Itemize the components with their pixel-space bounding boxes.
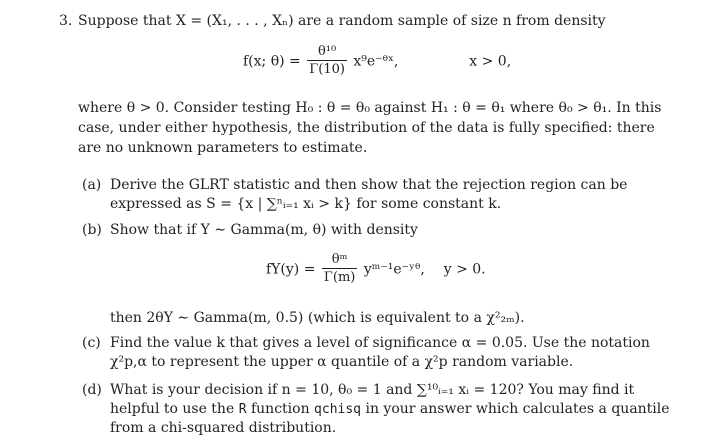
part-c-line-2: χ²p,α to represent the upper α quantile of a χ²p random variable. <box>110 354 574 370</box>
gamma-density-support: y > 0. <box>443 261 486 278</box>
part-a-line-2: expressed as S = {x | ∑ⁿᵢ₌₁ xᵢ > k} for some constant k. <box>110 196 502 212</box>
density-denominator: Γ(10) <box>309 62 345 78</box>
problem-para-line-1: where θ > 0. Consider testing H₀ : θ = θ₀ against H₁ : θ = θ₁ where θ₀ > θ₁. In this <box>78 100 662 116</box>
problem-para-line-2: case, under either hypothesis, the distribution of the data is fully specified: there <box>78 120 655 136</box>
part-d-line-3: from a chi-squared distribution. <box>110 420 337 436</box>
part-b-label: (b) <box>82 222 102 238</box>
part-c-label: (c) <box>82 335 101 351</box>
part-d-label: (d) <box>82 382 102 398</box>
gamma-density-fraction <box>322 252 358 287</box>
part-b-line-2: then 2θY ∼ Gamma(m, 0.5) (which is equivalent to a χ²₂ₘ). <box>110 310 525 326</box>
part-d-line-2-mid: function <box>250 401 310 417</box>
density-fraction <box>307 44 347 79</box>
part-a-label: (a) <box>82 177 102 193</box>
problem-para-line-3: are no unknown parameters to estimate. <box>78 140 368 156</box>
gamma-density-denominator: Γ(m) <box>323 270 356 286</box>
density-equation <box>243 44 511 79</box>
part-b-line-1: Show that if Y ∼ Gamma(m, θ) with density <box>110 222 418 238</box>
density-lhs: f(x; θ) = <box>243 53 301 70</box>
gamma-density-equation <box>266 252 486 287</box>
part-c-line-1: Find the value k that gives a level of significance α = 0.05. Use the notation <box>110 335 650 351</box>
part-d-line-2 <box>110 401 670 419</box>
part-d-line-1: What is your decision if n = 10, θ₀ = 1 and ∑¹⁰ᵢ₌₁ xᵢ = 120? You may find it <box>110 382 635 398</box>
part-a-line-1: Derive the GLRT statistic and then show that the rejection region can be <box>110 177 628 193</box>
problem-intro: Suppose that X = (X₁, . . . , Xₙ) are a random sample of size n from density <box>78 13 606 29</box>
density-support: x > 0, <box>469 53 512 70</box>
gamma-density-tail: yᵐ⁻¹e⁻ʸᶿ, <box>363 261 425 278</box>
density-tail: x⁹e⁻ᶿˣ, <box>353 53 399 70</box>
problem-number: 3. <box>59 13 73 29</box>
gamma-density-lhs: fY(y) = <box>266 261 316 278</box>
density-numerator: θ¹⁰ <box>317 44 337 59</box>
r-code-label: R <box>238 402 247 417</box>
part-d-line-2-post: in your answer which calculates a quantile <box>365 401 670 417</box>
part-d-line-2-pre: helpful to use the <box>110 401 235 417</box>
gamma-density-numerator: θᵐ <box>331 252 348 267</box>
qchisq-code-label: qchisq <box>314 402 362 417</box>
